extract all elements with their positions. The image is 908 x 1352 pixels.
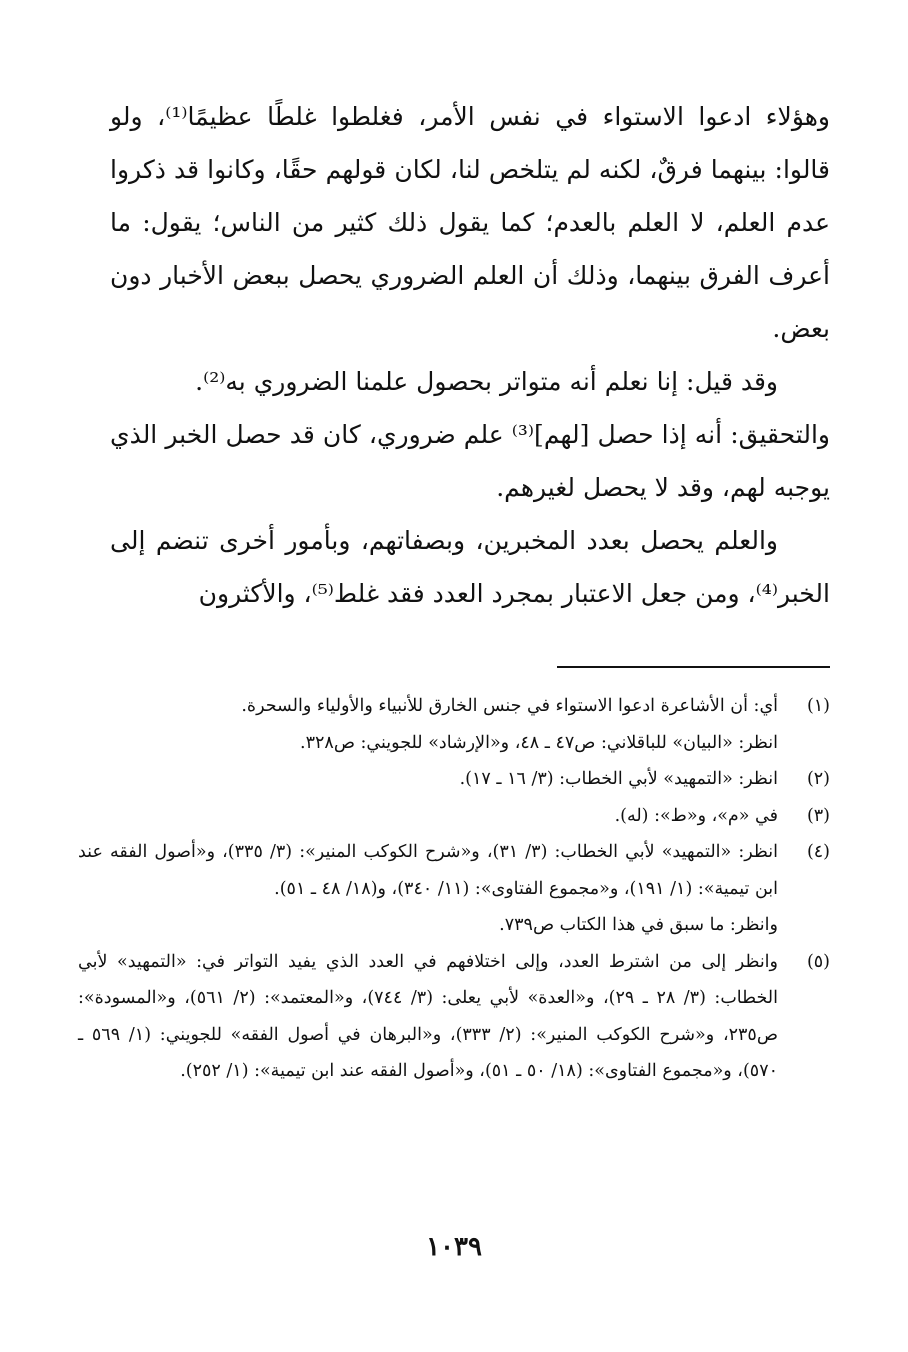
footnote-text: وانظر إلى من اشترط العدد، وإلى اختلافهم في العدد الذي يفيد التواتر في: «التمهيد» لأبي الخطاب: (٣/ ٢٨ ـ ٢٩)، و«العدة» لأبي يعلى: (٣/ ٧٤٤)، و«المعتمد»: (٢/ ٥٦١)، و«المسودة»: ص٢٣٥، و«شرح الكوكب المنير»: (٢/ ٣٣٣)، و«البرهان في أصول الفقه» للجويني: (١/ ٥٦٩ ـ ٥٧٠)، و«مجموع الفتاوى»: (١٨/ ٥٠ ـ ٥١)، و«أصول الفقه عند ابن تيمية»: (١/ ٢٥٢). [78, 951, 778, 1081]
footnote-number: (٥) [806, 951, 830, 972]
main-text [110, 90, 830, 620]
footnote-number: (٤) [806, 842, 830, 862]
main-paragraph: والتحقيق: أنه إذا حصل [لهم]⁽³⁾ علم ضروري، كان قد حصل الخبر الذي يوجبه لهم، وقد لا يحصل لغيرهم. [110, 420, 830, 502]
footnote-5 [78, 944, 830, 1090]
footnote-2 [78, 761, 830, 798]
footnote-divider [557, 666, 830, 668]
footnote-text: انظر: «التمهيد» لأبي الخطاب: (٣/ ١٦ ـ ١٧). [459, 769, 778, 789]
page-number: ١٠٣٩ [426, 1232, 482, 1262]
main-paragraph: والعلم يحصل بعدد المخبرين، وبصفاتهم، وبأمور أخرى تنضم إلى الخبر⁽⁴⁾، ومن جعل الاعتبار بمجرد العدد فقد غلط⁽⁵⁾، والأكثرون [110, 526, 830, 608]
main-paragraph: وقد قيل: إنا نعلم أنه متواتر بحصول علمنا الضروري به⁽²⁾. [195, 367, 778, 396]
footnote-number: (٣) [806, 805, 830, 826]
main-paragraph: وهؤلاء ادعوا الاستواء في نفس الأمر، فغلطوا غلطًا عظيمًا⁽¹⁾، ولو قالوا: بينهما فرقٌ، لكنه لم يتلخص لنا، لكان قولهم حقًا، وكانوا قد ذكروا عدم العلم، لا العلم بالعدم؛ كما يقول ذلك كثير من الناس؛ يقول: ما أعرف الفرق بينهما، وذلك أن العلم الضروري يحصل ببعض الأخبار دون بعض. [110, 102, 830, 343]
footnote-3 [78, 798, 830, 835]
footnote-text: انظر: «التمهيد» لأبي الخطاب: (٣/ ٣١)، و«شرح الكوكب المنير»: (٣/ ٣٣٥)، و«أصول الفقه عند ابن تيمية»: (١/ ١٩١)، و«مجموع الفتاوى»: (١١/ ٣٤٠)، و(١٨/ ٤٨ ـ ٥١). [78, 842, 778, 899]
footnote-text: وانظر: ما سبق في هذا الكتاب ص٧٣٩. [499, 915, 778, 935]
footnote-text: انظر: «البيان» للباقلاني: ص٤٧ ـ ٤٨، و«الإرشاد» للجويني: ص٣٢٨. [300, 732, 778, 753]
footnotes [78, 688, 830, 1090]
footnote-text: في «م»، و«ط»: (له). [614, 805, 778, 826]
footnote-1 [78, 688, 830, 761]
footnote-number: (٢) [806, 769, 830, 789]
footnote-number: (١) [806, 696, 830, 716]
footnote-4 [78, 834, 830, 944]
footnote-text: أي: أن الأشاعرة ادعوا الاستواء في جنس الخارق للأنبياء والأولياء والسحرة. [241, 696, 778, 716]
